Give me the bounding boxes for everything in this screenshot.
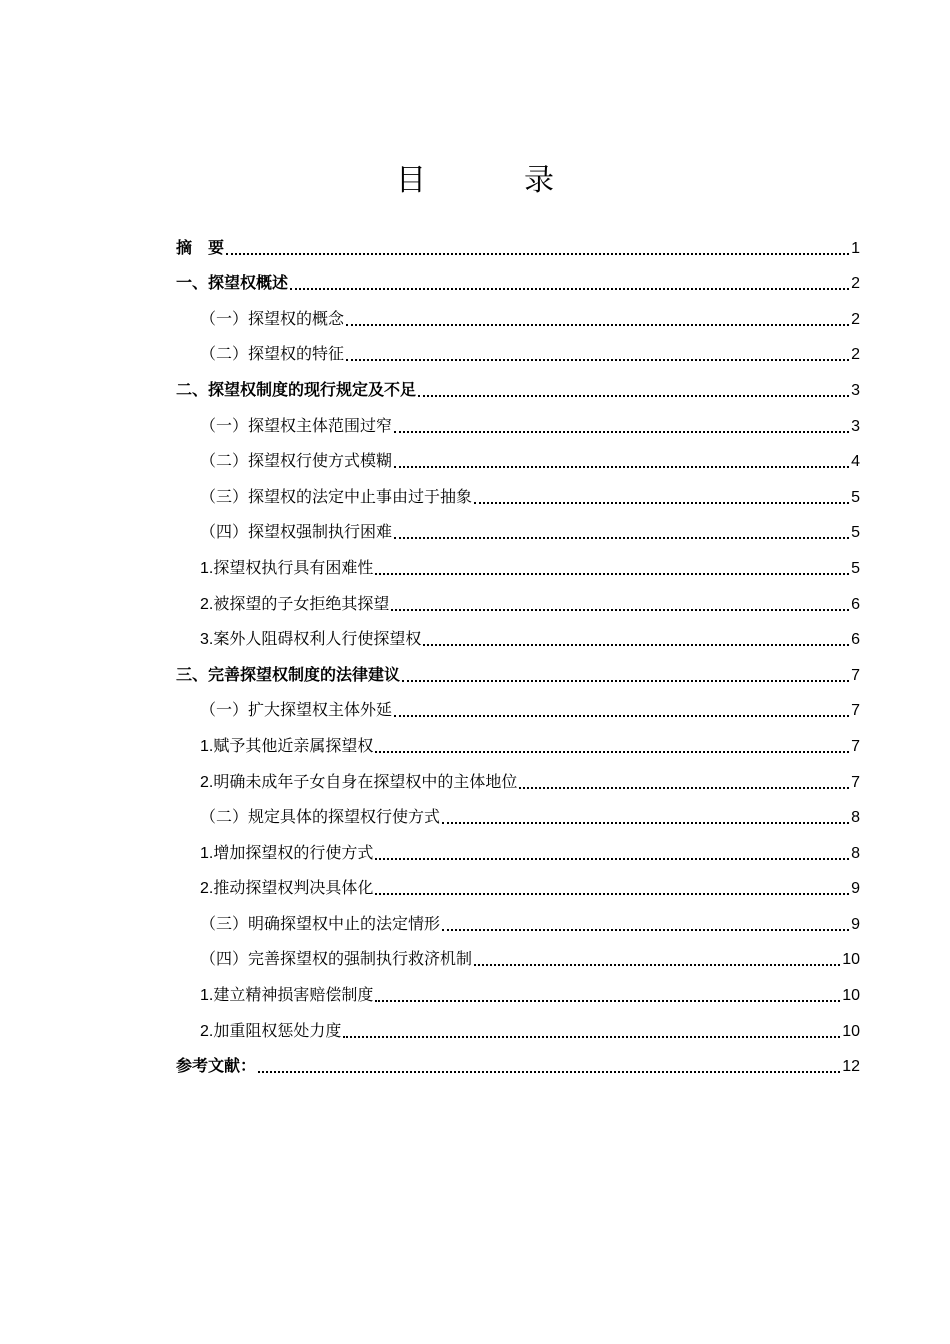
toc-entry[interactable]: [176, 366, 860, 402]
dot-leader: [375, 1000, 840, 1002]
toc-entry-page-number: 7: [851, 737, 860, 755]
toc-entry-page-number: 2: [851, 310, 860, 328]
toc-entry[interactable]: [176, 722, 860, 758]
dot-leader: [394, 715, 849, 717]
toc-entry-page-number: 9: [851, 915, 860, 933]
toc-entry[interactable]: [176, 295, 860, 331]
toc-entry-label: （一）扩大探望权主体外延: [200, 702, 393, 720]
dot-leader: [402, 680, 849, 682]
toc-entry-page-number: 5: [851, 524, 860, 542]
toc-entry[interactable]: [176, 900, 860, 936]
toc-entry-label: （一）探望权的概念: [200, 310, 345, 328]
toc-entry-label: （二）探望权行使方式模糊: [200, 453, 393, 471]
toc-entry-label: （二）探望权的特征: [200, 346, 345, 364]
toc-entry[interactable]: [176, 829, 860, 865]
dot-leader: [346, 359, 849, 361]
toc-entry-label: （二）规定具体的探望权行使方式: [200, 809, 441, 827]
dot-leader: [346, 324, 849, 326]
toc-entry-label: 1.探望权执行具有困难性: [200, 559, 374, 577]
toc-entry[interactable]: [176, 260, 860, 296]
toc-entry[interactable]: [176, 224, 860, 260]
toc-entry-page-number: 10: [842, 987, 860, 1005]
dot-leader: [394, 466, 849, 468]
dot-leader: [394, 537, 849, 539]
toc-entry-label: 2.推动探望权判决具体化: [200, 880, 374, 898]
toc-entry-label: 参考文献：: [176, 1058, 257, 1076]
toc-entry[interactable]: [176, 331, 860, 367]
toc-entry[interactable]: [176, 473, 860, 509]
dot-leader: [226, 253, 849, 255]
toc-entry-page-number: 10: [842, 1022, 860, 1040]
toc-entry-label: 2.被探望的子女拒绝其探望: [200, 595, 390, 613]
toc-entry[interactable]: [176, 1043, 860, 1079]
toc-entry-label: （四）完善探望权的强制执行救济机制: [200, 951, 473, 969]
toc-entry-page-number: 9: [851, 880, 860, 898]
toc-entry-page-number: 12: [842, 1058, 860, 1076]
toc-entry-label: （四）探望权强制执行困难: [200, 524, 393, 542]
dot-leader: [375, 573, 849, 575]
dot-leader: [423, 644, 849, 646]
dot-leader: [375, 893, 849, 895]
toc-entry[interactable]: [176, 616, 860, 652]
toc-entry[interactable]: [176, 651, 860, 687]
toc-entry-page-number: 3: [851, 381, 860, 399]
dot-leader: [474, 964, 840, 966]
toc-entry[interactable]: [176, 794, 860, 830]
toc-entry-page-number: 10: [842, 951, 860, 969]
toc-entry[interactable]: [176, 544, 860, 580]
toc-entry-label: 摘 要: [176, 239, 225, 257]
toc-entry-page-number: 7: [851, 666, 860, 684]
toc-entry-label: （三）探望权的法定中止事由过于抽象: [200, 488, 473, 506]
dot-leader: [474, 502, 849, 504]
toc-entry-page-number: 7: [851, 773, 860, 791]
toc-entry[interactable]: [176, 580, 860, 616]
dot-leader: [343, 1036, 840, 1038]
toc-entry-label: 一、探望权概述: [176, 275, 289, 293]
toc-entry-label: （三）明确探望权中止的法定情形: [200, 915, 441, 933]
toc-entry[interactable]: [176, 509, 860, 545]
toc-entry-page-number: 2: [851, 346, 860, 364]
toc-entry-label: 3.案外人阻碍权利人行使探望权: [200, 631, 422, 649]
dot-leader: [375, 751, 849, 753]
toc-entry-label: 1.建立精神损害赔偿制度: [200, 987, 374, 1005]
toc-entry-page-number: 7: [851, 702, 860, 720]
toc-entry-page-number: 8: [851, 809, 860, 827]
toc-entry-label: 2.加重阻权惩处力度: [200, 1022, 342, 1040]
toc-entry-label: 1.增加探望权的行使方式: [200, 844, 374, 862]
toc-entry-page-number: 1: [851, 239, 860, 257]
toc-entry-page-number: 5: [851, 559, 860, 577]
toc-entry-label: 二、探望权制度的现行规定及不足: [176, 381, 417, 399]
toc-entry-page-number: 4: [851, 453, 860, 471]
toc-entry-page-number: 2: [851, 275, 860, 293]
toc-entry[interactable]: [176, 971, 860, 1007]
toc-entry[interactable]: [176, 402, 860, 438]
toc-entry-label: 1.赋予其他近亲属探望权: [200, 737, 374, 755]
dot-leader: [442, 822, 849, 824]
dot-leader: [391, 609, 849, 611]
toc-entry-label: 三、完善探望权制度的法律建议: [176, 666, 401, 684]
dot-leader: [290, 288, 849, 290]
dot-leader: [394, 431, 849, 433]
table-of-contents: [176, 224, 860, 1078]
dot-leader: [375, 858, 849, 860]
dot-leader: [519, 787, 849, 789]
toc-entry-page-number: 3: [851, 417, 860, 435]
toc-entry-label: （一）探望权主体范围过窄: [200, 417, 393, 435]
dot-leader: [418, 395, 849, 397]
toc-entry[interactable]: [176, 1007, 860, 1043]
toc-entry-page-number: 8: [851, 844, 860, 862]
toc-entry-page-number: 5: [851, 488, 860, 506]
toc-entry[interactable]: [176, 687, 860, 723]
page-title: 目 录: [396, 163, 588, 198]
toc-entry[interactable]: [176, 936, 860, 972]
dot-leader: [258, 1071, 840, 1073]
toc-entry[interactable]: [176, 865, 860, 901]
toc-entry-page-number: 6: [851, 631, 860, 649]
toc-entry-page-number: 6: [851, 595, 860, 613]
toc-entry-label: 2.明确未成年子女自身在探望权中的主体地位: [200, 773, 518, 791]
dot-leader: [442, 929, 849, 931]
toc-entry[interactable]: [176, 758, 860, 794]
toc-entry[interactable]: [176, 438, 860, 474]
